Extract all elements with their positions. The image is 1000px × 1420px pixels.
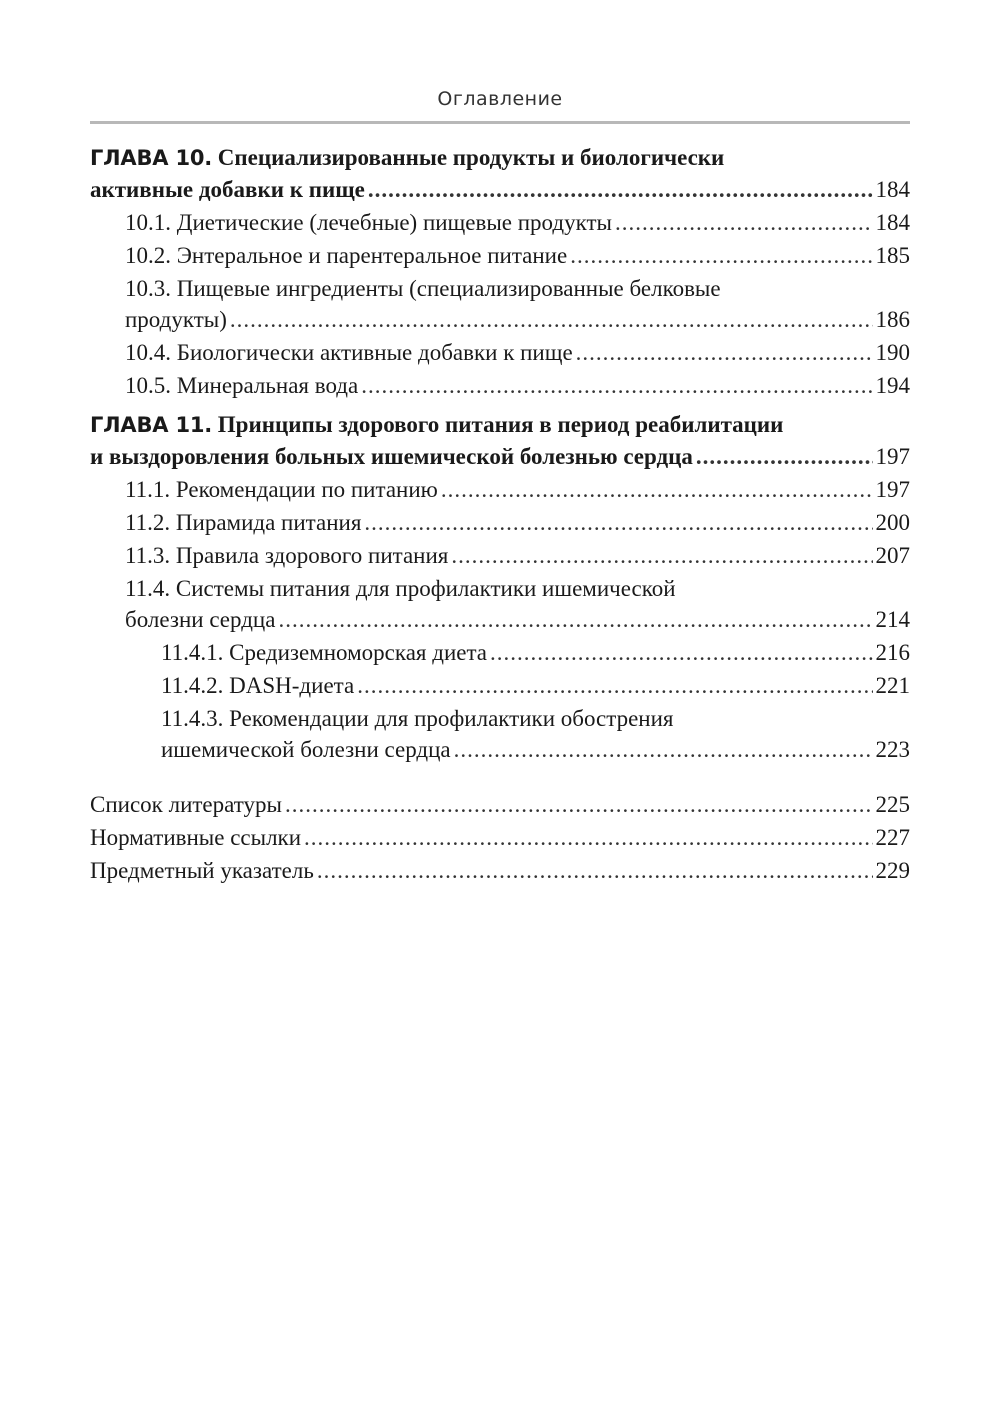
section-page-number: 207 xyxy=(875,543,910,568)
chapter-10-label: ГЛАВА 10. xyxy=(90,146,213,170)
dot-leader xyxy=(696,441,873,472)
section-title-line2: продукты) xyxy=(125,307,227,332)
spacer xyxy=(90,765,910,787)
running-head-title: Оглавление xyxy=(437,88,563,110)
spacer xyxy=(90,401,910,409)
toc-subsection-11-4-3[interactable] xyxy=(90,703,910,765)
dot-leader xyxy=(230,304,873,335)
chapter-10-title-line2: активные добавки к пище xyxy=(90,177,365,202)
back-matter-page-number: 227 xyxy=(875,825,910,850)
section-page-number: 197 xyxy=(875,477,910,502)
section-title-line2: болезни сердца xyxy=(125,607,276,632)
dot-leader xyxy=(357,670,872,701)
back-matter-title: Нормативные ссылки xyxy=(90,825,302,850)
section-title: 10.4. Биологически активные добавки к пище xyxy=(125,340,573,365)
dot-leader xyxy=(570,240,872,271)
back-matter-title: Предметный указатель xyxy=(90,858,314,883)
toc-normative-references[interactable] xyxy=(90,822,910,853)
chapter-11-heading-line1 xyxy=(90,409,910,441)
toc-section-10-2[interactable] xyxy=(90,240,910,271)
section-title: 10.1. Диетические (лечебные) пищевые продукты xyxy=(125,210,612,235)
toc-subsection-11-4-1[interactable] xyxy=(90,637,910,668)
toc-references[interactable] xyxy=(90,789,910,820)
toc-subsection-11-4-2[interactable] xyxy=(90,670,910,701)
toc-section-11-2[interactable] xyxy=(90,507,910,538)
section-page-number: 190 xyxy=(875,340,910,365)
table-of-contents xyxy=(90,142,910,886)
chapter-11-page-number: 197 xyxy=(875,444,910,469)
subsection-title-line1: 11.4.3. Рекомендации для профилактики обострения xyxy=(161,706,674,731)
dot-leader xyxy=(454,734,873,765)
subsection-title-line2: ишемической болезни сердца xyxy=(161,737,451,762)
toc-section-11-4[interactable] xyxy=(90,573,910,635)
section-title: 11.2. Пирамида питания xyxy=(125,510,362,535)
toc-chapter-11[interactable] xyxy=(90,409,910,472)
dot-leader xyxy=(441,474,873,505)
toc-section-10-1[interactable] xyxy=(90,207,910,238)
section-title: 10.5. Минеральная вода xyxy=(125,373,359,398)
dot-leader xyxy=(364,507,872,538)
header-rule xyxy=(90,121,910,124)
section-title: 11.1. Рекомендации по питанию xyxy=(125,477,438,502)
subsection-title: 11.4.2. DASH-диета xyxy=(161,673,355,698)
subsection-page-number: 216 xyxy=(875,640,910,665)
toc-section-11-3[interactable] xyxy=(90,540,910,571)
subsection-page-number: 223 xyxy=(875,737,910,762)
section-page-number: 200 xyxy=(875,510,910,535)
section-title: 11.3. Правила здорового питания xyxy=(125,543,449,568)
toc-section-10-5[interactable] xyxy=(90,370,910,401)
chapter-11-title-line1: Принципы здорового питания в период реабилитации xyxy=(217,412,784,437)
section-title-line1: 11.4. Системы питания для профилактики ишемической xyxy=(125,576,676,601)
dot-leader xyxy=(361,370,872,401)
chapter-10-heading-line1 xyxy=(90,142,910,174)
section-page-number: 185 xyxy=(875,243,910,268)
dot-leader xyxy=(490,637,872,668)
dot-leader xyxy=(615,207,873,238)
section-page-number: 214 xyxy=(875,607,910,632)
chapter-11-label: ГЛАВА 11. xyxy=(90,413,213,437)
dot-leader xyxy=(576,337,873,368)
toc-chapter-10[interactable] xyxy=(90,142,910,205)
section-title-line1: 10.3. Пищевые ингредиенты (специализированные белковые xyxy=(125,276,721,301)
toc-section-10-3[interactable] xyxy=(90,273,910,335)
dot-leader xyxy=(451,540,872,571)
back-matter-page-number: 225 xyxy=(875,792,910,817)
section-page-number: 186 xyxy=(875,307,910,332)
back-matter-title: Список литературы xyxy=(90,792,282,817)
section-page-number: 184 xyxy=(875,210,910,235)
subsection-title: 11.4.1. Средиземноморская диета xyxy=(161,640,488,665)
subsection-page-number: 221 xyxy=(875,673,910,698)
chapter-10-title-line1: Специализированные продукты и биологически xyxy=(217,145,725,170)
toc-section-11-1[interactable] xyxy=(90,474,910,505)
dot-leader xyxy=(304,822,872,853)
dot-leader xyxy=(317,855,873,886)
dot-leader xyxy=(285,789,873,820)
toc-section-10-4[interactable] xyxy=(90,337,910,368)
dot-leader xyxy=(368,174,873,205)
section-page-number: 194 xyxy=(875,373,910,398)
chapter-11-title-line2: и выздоровления больных ишемической болезнью сердца xyxy=(90,444,693,469)
chapter-10-page-number: 184 xyxy=(875,177,910,202)
dot-leader xyxy=(278,604,872,635)
section-title: 10.2. Энтеральное и парентеральное питание xyxy=(125,243,568,268)
back-matter-page-number: 229 xyxy=(875,858,910,883)
toc-subject-index[interactable] xyxy=(90,855,910,886)
